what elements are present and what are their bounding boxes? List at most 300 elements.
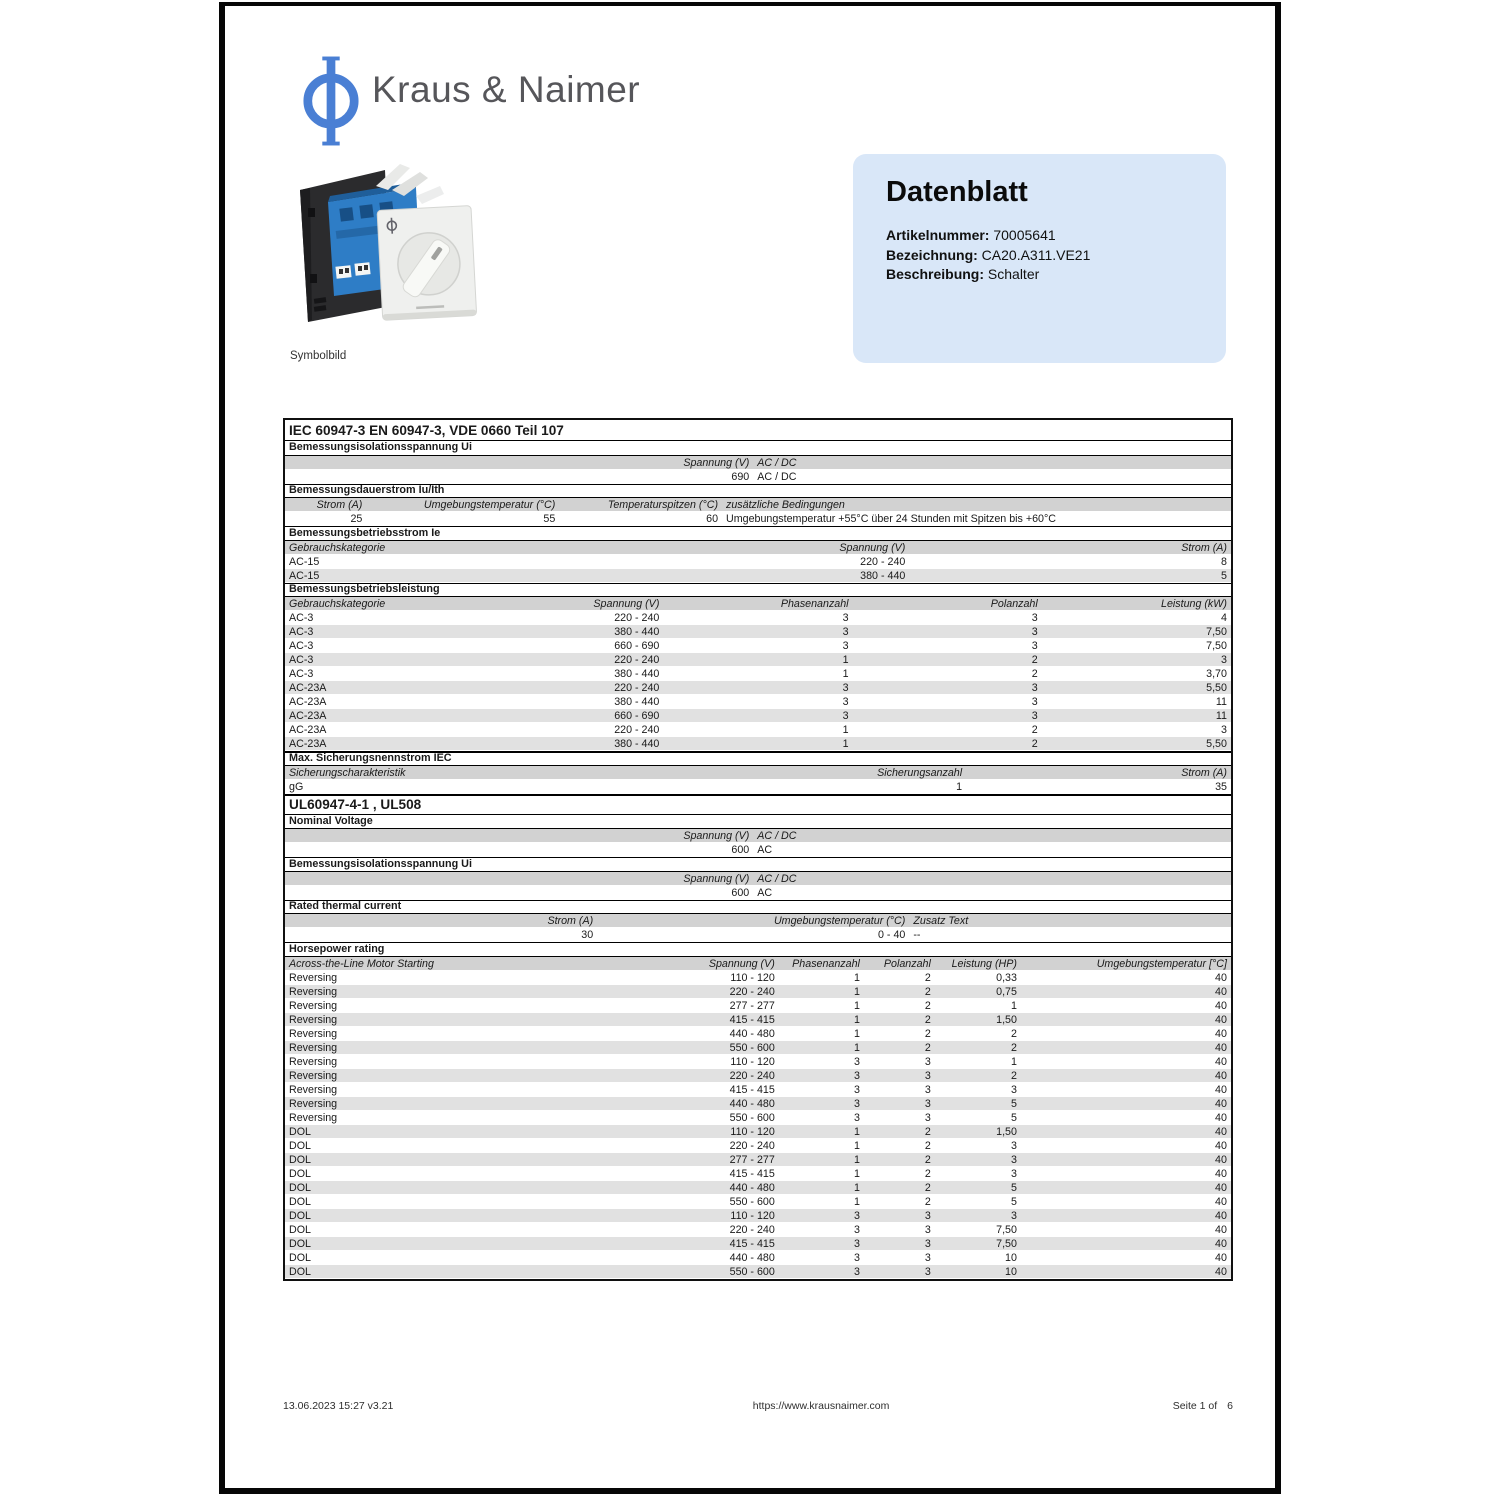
table-cell: 11: [1215, 696, 1227, 708]
table-cell: 4: [1220, 612, 1227, 624]
table-cell: AC: [757, 844, 773, 856]
table-cell: 550 - 600: [729, 1195, 775, 1208]
table-row: [285, 1153, 1231, 1167]
table-cell: 2: [924, 971, 931, 984]
table-cell: AC-23A: [289, 696, 327, 708]
table-cell: 40: [1215, 1167, 1227, 1180]
table-row: [285, 1083, 1231, 1097]
description-label: Beschreibung:: [886, 266, 985, 282]
table-row: [285, 1055, 1231, 1069]
table-row: [285, 709, 1231, 723]
table-row: [285, 555, 1231, 569]
table-cell: 5: [1221, 569, 1227, 582]
table-cell: 440 - 480: [729, 1251, 775, 1264]
table-row: [285, 999, 1231, 1013]
table-row: [285, 512, 1231, 526]
table-cell: 40: [1215, 1111, 1227, 1124]
table-cell: 10: [1005, 1265, 1017, 1278]
table-cell: 1: [853, 1167, 860, 1180]
table-cell: --: [913, 929, 921, 941]
table-cell: 1: [1010, 1055, 1017, 1068]
column-header-cell: Gebrauchskategorie: [289, 541, 386, 554]
brand-name: Kraus & Naimer: [372, 69, 641, 110]
table-row: [285, 843, 1231, 857]
table-cell: 40: [1215, 1013, 1227, 1026]
table-cell: DOL: [289, 1237, 311, 1250]
section-title: Bemessungsdauerstrom Iu/Ith: [285, 484, 1231, 499]
table-cell: 415 - 415: [729, 1167, 775, 1180]
table-cell: AC: [757, 886, 773, 899]
table-cell: 690: [731, 470, 750, 483]
table-cell: DOL: [289, 1209, 311, 1222]
table-cell: 3: [1031, 612, 1038, 624]
table-cell: 277 - 277: [729, 1153, 775, 1166]
table-cell: 3: [924, 1223, 931, 1236]
table-row: [285, 971, 1231, 985]
table-cell: 1: [853, 1195, 860, 1208]
column-header-cell: Strom (A): [547, 915, 594, 927]
column-header-cell: Polanzahl: [883, 957, 931, 970]
footer-page-number: 6: [1227, 1400, 1233, 1412]
description-row: [886, 265, 1090, 285]
table-cell: 3: [853, 1069, 860, 1082]
table-cell: 277 - 277: [729, 999, 775, 1012]
table-cell: 1: [842, 654, 849, 666]
article-number-row: [886, 226, 1090, 246]
table-cell: 1: [1010, 999, 1017, 1012]
table-cell: 220 - 240: [860, 555, 906, 568]
article-number-value: 70005641: [993, 227, 1056, 243]
table-cell: Reversing: [289, 1111, 338, 1124]
table-cell: 0 - 40: [878, 929, 906, 941]
table-row: [285, 1097, 1231, 1111]
table-cell: 380 - 440: [614, 738, 660, 750]
table-cell: 40: [1215, 999, 1227, 1012]
footer-date-version: 13.06.2023 15:27 v3.21: [283, 1400, 394, 1412]
table-cell: 1: [853, 1041, 860, 1054]
designation-value: CA20.A311.VE21: [981, 246, 1091, 263]
table-row: [285, 569, 1231, 583]
section-title: Rated thermal current: [285, 900, 1231, 915]
table-cell: 1: [853, 1013, 860, 1026]
table-cell: Reversing: [289, 1041, 338, 1054]
section-title: Horsepower rating: [285, 942, 1231, 957]
table-cell: 5: [1010, 1097, 1017, 1110]
table-cell: 40: [1215, 1181, 1227, 1194]
table-row: [285, 1139, 1231, 1153]
column-header-row: [285, 541, 1231, 555]
table-cell: 3: [924, 1111, 931, 1124]
table-cell: AC-23A: [289, 682, 327, 694]
column-header-cell: Sicherungscharakteristik: [289, 766, 406, 779]
table-cell: 3: [1031, 710, 1038, 722]
section-title: Nominal Voltage: [285, 815, 1231, 830]
table-row: [285, 653, 1231, 667]
table-cell: 415 - 415: [729, 1013, 775, 1026]
table-row: [285, 611, 1231, 625]
column-header-cell: Temperaturspitzen (°C): [607, 499, 719, 511]
table-row: [285, 1223, 1231, 1237]
table-cell: 60: [706, 513, 719, 525]
table-cell: 1: [853, 1153, 860, 1166]
footer-page-label: Seite 1 of: [1172, 1400, 1218, 1412]
table-cell: 2: [924, 999, 931, 1012]
table-row: [285, 681, 1231, 695]
table-cell: 440 - 480: [729, 1027, 775, 1040]
table-cell: AC / DC: [757, 470, 797, 483]
table-cell: 5: [1010, 1195, 1017, 1208]
column-header-cell: Spannung (V): [708, 957, 775, 970]
table-cell: 3: [1031, 626, 1038, 638]
table-row: [285, 1167, 1231, 1181]
table-cell: 40: [1215, 985, 1227, 998]
table-cell: 380 - 440: [614, 668, 660, 680]
column-header-cell: Spannung (V): [839, 541, 906, 554]
table-row: [285, 1125, 1231, 1139]
table-cell: 3: [853, 1251, 860, 1264]
table-cell: 35: [1215, 780, 1227, 793]
table-cell: 2: [1031, 654, 1038, 666]
column-header-cell: Strom (A): [1181, 541, 1227, 554]
table-row: [285, 1265, 1231, 1279]
table-cell: AC-23A: [289, 710, 327, 722]
table-cell: 415 - 415: [729, 1237, 775, 1250]
table-cell: 1,50: [996, 1013, 1017, 1026]
page-footer: [283, 1400, 1233, 1412]
table-row: [285, 639, 1231, 653]
table-cell: 220 - 240: [614, 612, 660, 624]
table-cell: 2: [924, 1041, 931, 1054]
table-cell: 440 - 480: [729, 1097, 775, 1110]
table-row: [285, 886, 1231, 900]
table-cell: 1: [842, 724, 849, 736]
table-cell: Reversing: [289, 1027, 338, 1040]
table-cell: 1: [853, 1125, 860, 1138]
table-row: [285, 737, 1231, 751]
table-cell: 3: [853, 1237, 860, 1250]
table-cell: 40: [1215, 1265, 1227, 1278]
datasheet-title: Datenblatt: [886, 176, 1028, 208]
table-cell: 3: [842, 640, 849, 652]
table-cell: DOL: [289, 1153, 311, 1166]
table-row: [285, 1111, 1231, 1125]
column-header-cell: Leistung (kW): [1161, 598, 1227, 610]
table-row: [285, 1237, 1231, 1251]
table-cell: 5: [1010, 1111, 1017, 1124]
table-cell: 3: [924, 1097, 931, 1110]
table-cell: 40: [1215, 1069, 1227, 1082]
footer-url[interactable]: https://www.krausnaimer.com: [752, 1400, 890, 1412]
table-row: [285, 1013, 1231, 1027]
table-cell: 3: [842, 696, 849, 708]
info-box: [853, 154, 1226, 363]
table-cell: AC-15: [289, 569, 320, 582]
table-cell: 3: [842, 710, 849, 722]
table-cell: Reversing: [289, 999, 338, 1012]
kraus-naimer-phi-logo-icon: [302, 56, 360, 151]
section-title: Bemessungsbetriebsstrom Ie: [285, 526, 1231, 541]
table-cell: 220 - 240: [729, 1139, 775, 1152]
table-cell: 3: [842, 682, 849, 694]
table-cell: 220 - 240: [729, 1069, 775, 1082]
table-cell: 2: [1010, 1041, 1017, 1054]
table-cell: 40: [1215, 1083, 1227, 1096]
table-row: [285, 470, 1231, 484]
table-cell: 55: [543, 513, 556, 525]
table-cell: 2: [924, 1013, 931, 1026]
table-cell: 10: [1005, 1251, 1017, 1264]
table-cell: gG: [289, 780, 304, 793]
column-header-cell: AC / DC: [757, 830, 797, 842]
table-row: [285, 625, 1231, 639]
table-cell: 1: [853, 999, 860, 1012]
table-cell: 3: [924, 1209, 931, 1222]
table-cell: 2: [924, 1139, 931, 1152]
column-header-cell: Sicherungsanzahl: [877, 766, 963, 779]
section-title: Max. Sicherungsnennstrom IEC: [285, 751, 1231, 766]
table-cell: 660 - 690: [614, 640, 660, 652]
table-row: [285, 723, 1231, 737]
table-cell: 2: [1031, 668, 1038, 680]
table-row: [285, 780, 1231, 794]
designation-label: Bezeichnung:: [886, 246, 978, 263]
table-cell: 2: [924, 1167, 931, 1180]
table-cell: 1: [956, 780, 963, 793]
section-title: UL60947-4-1 , UL508: [285, 794, 1231, 815]
table-cell: 11: [1215, 710, 1227, 722]
table-cell: 1: [842, 738, 849, 750]
column-header-cell: Umgebungstemperatur (°C): [423, 499, 556, 511]
table-cell: 40: [1215, 1195, 1227, 1208]
column-header-cell: Gebrauchskategorie: [289, 598, 386, 610]
column-header-cell: Spannung (V): [593, 598, 660, 610]
table-cell: 3: [1010, 1083, 1017, 1096]
table-cell: 660 - 690: [614, 710, 660, 722]
table-row: [285, 667, 1231, 681]
table-cell: 2: [924, 1153, 931, 1166]
table-row: [285, 1041, 1231, 1055]
table-cell: 1: [853, 971, 860, 984]
column-header-cell: Umgebungstemperatur [°C]: [1096, 957, 1227, 970]
column-header-cell: zusätzliche Bedingungen: [726, 499, 845, 511]
column-header-row: [285, 766, 1231, 780]
table-cell: DOL: [289, 1167, 311, 1180]
table-cell: 0,75: [996, 985, 1017, 998]
info-fields: [886, 226, 1090, 285]
table-cell: 380 - 440: [614, 696, 660, 708]
table-cell: 550 - 600: [729, 1041, 775, 1054]
table-cell: 3: [924, 1055, 931, 1068]
table-row: [285, 1027, 1231, 1041]
table-cell: 40: [1215, 1209, 1227, 1222]
table-cell: 40: [1215, 1125, 1227, 1138]
column-header-cell: Strom (A): [1181, 766, 1227, 779]
table-cell: 3: [924, 1265, 931, 1278]
table-cell: 415 - 415: [729, 1083, 775, 1096]
table-cell: 1: [853, 1181, 860, 1194]
table-cell: 2: [1010, 1027, 1017, 1040]
table-cell: 3,70: [1206, 668, 1227, 680]
section-title: Bemessungsisolationsspannung Ui: [285, 857, 1231, 872]
designation-row: [886, 246, 1090, 266]
table-cell: 7,50: [996, 1237, 1017, 1250]
table-cell: 3: [853, 1209, 860, 1222]
table-row: [285, 985, 1231, 999]
table-cell: AC-3: [289, 626, 314, 638]
table-cell: AC-23A: [289, 724, 327, 736]
switch-front-panel: [377, 206, 477, 321]
column-header-row: [285, 914, 1231, 928]
table-cell: 3: [1031, 682, 1038, 694]
column-header-row: [285, 456, 1231, 470]
table-cell: 5,50: [1206, 682, 1227, 694]
table-cell: 40: [1215, 1139, 1227, 1152]
table-cell: Umgebungstemperatur +55°C über 24 Stunden mit Spitzen bis +60°C: [726, 513, 1056, 525]
column-header-cell: Strom (A): [316, 499, 363, 511]
table-cell: 40: [1215, 1097, 1227, 1110]
product-image: [288, 156, 480, 346]
article-number-label: Artikelnummer:: [886, 227, 990, 243]
column-header-row: [285, 829, 1231, 843]
table-cell: Reversing: [289, 971, 338, 984]
table-cell: 40: [1215, 1153, 1227, 1166]
spec-table: [283, 418, 1233, 1281]
column-header-cell: Spannung (V): [683, 830, 750, 842]
table-cell: 2: [924, 1181, 931, 1194]
column-header-cell: Umgebungstemperatur (°C): [773, 915, 906, 927]
table-cell: 3: [853, 1265, 860, 1278]
table-cell: 110 - 120: [730, 1055, 775, 1068]
table-cell: 380 - 440: [614, 626, 660, 638]
table-cell: DOL: [289, 1125, 311, 1138]
table-cell: 380 - 440: [860, 569, 906, 582]
product-image-caption: Symbolbild: [290, 350, 347, 362]
table-row: [285, 1181, 1231, 1195]
table-cell: 3: [1010, 1139, 1017, 1152]
table-cell: 40: [1215, 1041, 1227, 1054]
table-cell: 30: [581, 929, 594, 941]
table-cell: 3: [1220, 724, 1227, 736]
table-cell: DOL: [289, 1181, 311, 1194]
table-cell: 600: [731, 886, 750, 899]
table-cell: 2: [1031, 724, 1038, 736]
table-cell: 40: [1215, 971, 1227, 984]
table-row: [285, 1209, 1231, 1223]
table-cell: AC-23A: [289, 738, 327, 750]
table-cell: 5,50: [1206, 738, 1227, 750]
table-cell: 3: [1031, 696, 1038, 708]
footer-page-indicator: [1173, 1400, 1233, 1412]
table-cell: Reversing: [289, 1069, 338, 1082]
column-header-cell: AC / DC: [757, 872, 797, 885]
table-cell: DOL: [289, 1139, 311, 1152]
section-title: Bemessungsbetriebsleistung: [285, 583, 1231, 598]
table-cell: AC-3: [289, 640, 314, 652]
table-cell: 3: [1010, 1167, 1017, 1180]
table-cell: 3: [924, 1251, 931, 1264]
column-header-cell: Leistung (HP): [951, 957, 1017, 970]
column-header-cell: Spannung (V): [683, 872, 750, 885]
document-page: [219, 2, 1281, 1494]
table-cell: 220 - 240: [614, 654, 660, 666]
table-row: [285, 1251, 1231, 1265]
column-header-cell: Zusatz Text: [913, 915, 969, 927]
table-cell: 3: [1010, 1209, 1017, 1222]
table-cell: 0,33: [996, 971, 1017, 984]
table-cell: 40: [1215, 1251, 1227, 1264]
table-cell: 25: [350, 513, 363, 525]
table-cell: 220 - 240: [614, 724, 660, 736]
table-cell: 3: [924, 1083, 931, 1096]
table-cell: 3: [842, 626, 849, 638]
table-cell: 3: [1031, 640, 1038, 652]
table-cell: 2: [924, 1125, 931, 1138]
column-header-cell: Spannung (V): [683, 456, 750, 469]
table-cell: 550 - 600: [729, 1265, 775, 1278]
table-cell: Reversing: [289, 1083, 338, 1096]
table-cell: DOL: [289, 1195, 311, 1208]
table-cell: 2: [924, 1027, 931, 1040]
column-header-cell: AC / DC: [757, 456, 797, 469]
table-cell: AC-3: [289, 654, 314, 666]
table-cell: 7,50: [996, 1223, 1017, 1236]
table-cell: DOL: [289, 1265, 311, 1278]
table-cell: 3: [842, 612, 849, 624]
table-cell: 1: [853, 1027, 860, 1040]
table-cell: 110 - 120: [730, 1209, 775, 1222]
column-header-row: [285, 597, 1231, 611]
table-cell: 440 - 480: [729, 1181, 775, 1194]
section-title: Bemessungsisolationsspannung Ui: [285, 441, 1231, 456]
table-cell: 1: [853, 985, 860, 998]
table-cell: 40: [1215, 1237, 1227, 1250]
table-row: [285, 1069, 1231, 1083]
table-cell: 1,50: [996, 1125, 1017, 1138]
table-row: [285, 928, 1231, 942]
table-cell: AC-3: [289, 612, 314, 624]
table-cell: AC-3: [289, 668, 314, 680]
table-cell: 7,50: [1206, 640, 1227, 652]
table-cell: 3: [924, 1237, 931, 1250]
table-cell: 3: [853, 1097, 860, 1110]
column-header-cell: Phasenanzahl: [792, 957, 860, 970]
table-cell: 8: [1221, 555, 1227, 568]
table-cell: DOL: [289, 1251, 311, 1264]
table-cell: 40: [1215, 1027, 1227, 1040]
table-cell: 3: [1010, 1153, 1017, 1166]
table-cell: 600: [731, 844, 750, 856]
table-cell: Reversing: [289, 1055, 338, 1068]
column-header-row: [285, 957, 1231, 971]
table-cell: 3: [853, 1055, 860, 1068]
table-cell: 2: [1010, 1069, 1017, 1082]
table-cell: 110 - 120: [730, 971, 775, 984]
table-cell: 40: [1215, 1223, 1227, 1236]
table-row: [285, 1195, 1231, 1209]
table-cell: 3: [853, 1083, 860, 1096]
description-value: Schalter: [987, 266, 1040, 282]
table-cell: 3: [924, 1069, 931, 1082]
table-cell: 220 - 240: [614, 682, 660, 694]
table-cell: 3: [853, 1223, 860, 1236]
column-header-cell: Polanzahl: [990, 598, 1038, 610]
table-cell: Reversing: [289, 1097, 338, 1110]
table-cell: 1: [853, 1139, 860, 1152]
table-cell: 5: [1010, 1181, 1017, 1194]
table-cell: Reversing: [289, 985, 338, 998]
table-cell: 2: [924, 985, 931, 998]
table-cell: AC-15: [289, 555, 320, 568]
